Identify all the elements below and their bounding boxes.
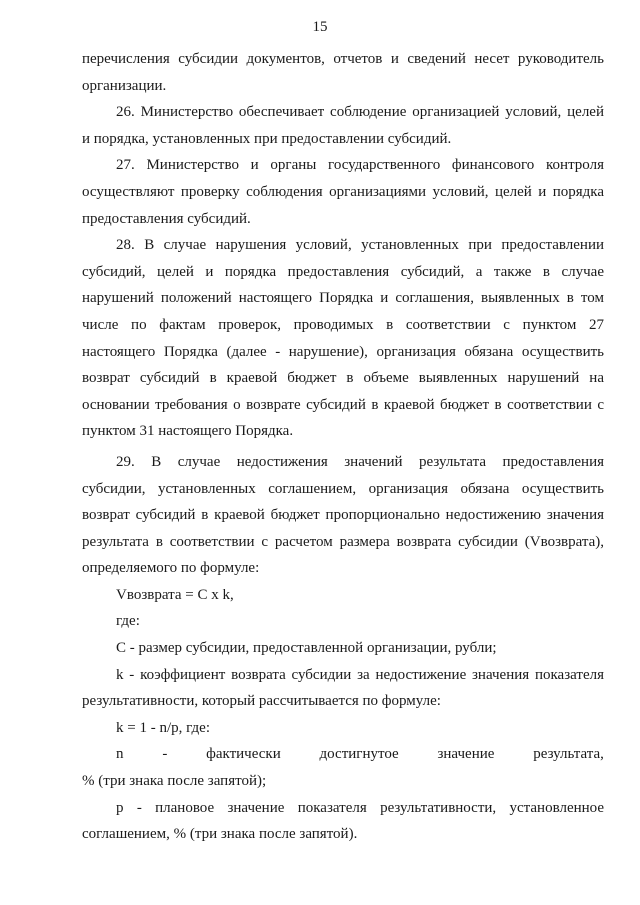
word: значение	[437, 746, 495, 763]
definition-n-line	[82, 741, 604, 768]
text-line: настоящего Порядка (далее - нарушение), организация обязана осуществить	[82, 343, 604, 360]
text-line: возврат субсидий в краевой бюджет в объеме выявленных нарушений на	[82, 370, 604, 387]
definition-p	[82, 795, 604, 848]
word: результата,	[533, 746, 604, 763]
formula-v: Vвозврата = C x k,	[116, 586, 234, 603]
text-line: субсидии, установленных соглашением, организация обязана осуществить	[82, 480, 604, 497]
where-label: где:	[116, 613, 140, 630]
page-number: 15	[312, 19, 328, 35]
text-line: 27. Министерство и органы государственного финансового контроля	[116, 157, 604, 174]
text-line: организации.	[82, 77, 167, 94]
text-line: результативности, который рассчитывается по формуле:	[82, 693, 441, 710]
text-line: пунктом 31 настоящего Порядка.	[82, 423, 294, 440]
text-line: 28. В случае нарушения условий, установленных при предоставлении	[116, 237, 604, 254]
definition-c: C - размер субсидии, предоставленной организации, рубли;	[116, 640, 497, 657]
dash: -	[162, 746, 168, 763]
text-line: соглашением, % (три знака после запятой).	[82, 826, 358, 843]
paragraph-continuation	[82, 46, 604, 99]
definition-n	[82, 741, 604, 794]
text-line: основании требования о возврате субсидий в краевой бюджет в соответствии с	[82, 396, 604, 413]
word: фактически	[206, 746, 281, 763]
text-line: нарушений положений настоящего Порядка и соглашения, выявленных в том	[82, 290, 604, 307]
text-line: осуществляют проверку соблюдения организациями условий, целей и порядка	[82, 183, 604, 200]
paragraph-27	[82, 152, 604, 232]
paragraph-26	[82, 99, 604, 152]
text-line: возврат субсидий в краевой бюджет пропорционально недостижению значения	[82, 507, 604, 524]
text-line: перечисления субсидии документов, отчетов и сведений несет руководитель	[82, 51, 604, 67]
formula-k: k = 1 - n/p, где:	[116, 719, 210, 736]
document-body	[82, 46, 604, 848]
n-symbol: n	[116, 746, 124, 763]
definition-k	[82, 662, 604, 715]
word: достигнутое	[319, 746, 399, 763]
text-line: и порядка, установленных при предоставлении субсидий.	[82, 130, 452, 147]
text-line: определяемого по формуле:	[82, 560, 260, 577]
text-line: 29. В случае недостижения значений результата предоставления	[116, 453, 604, 470]
text-line: p - плановое значение показателя результативности, установленное	[116, 799, 604, 816]
text-line: субсидий, целей и порядка предоставления субсидий, а также в случае	[82, 263, 604, 280]
text-line: % (три знака после запятой);	[82, 773, 267, 790]
text-line: 26. Министерство обеспечивает соблюдение организацией условий, целей	[116, 104, 604, 121]
text-line: результата в соответствии с расчетом размера возврата субсидии (Vвозврата),	[82, 533, 604, 550]
paragraph-29	[82, 449, 604, 582]
paragraph-28	[82, 232, 604, 445]
text-line: k - коэффициент возврата субсидии за недостижение значения показателя	[116, 666, 604, 683]
text-line: числе по фактам проверок, проводимых в соответствии с пунктом 27	[82, 316, 604, 333]
text-line: предоставления субсидий.	[82, 210, 251, 227]
